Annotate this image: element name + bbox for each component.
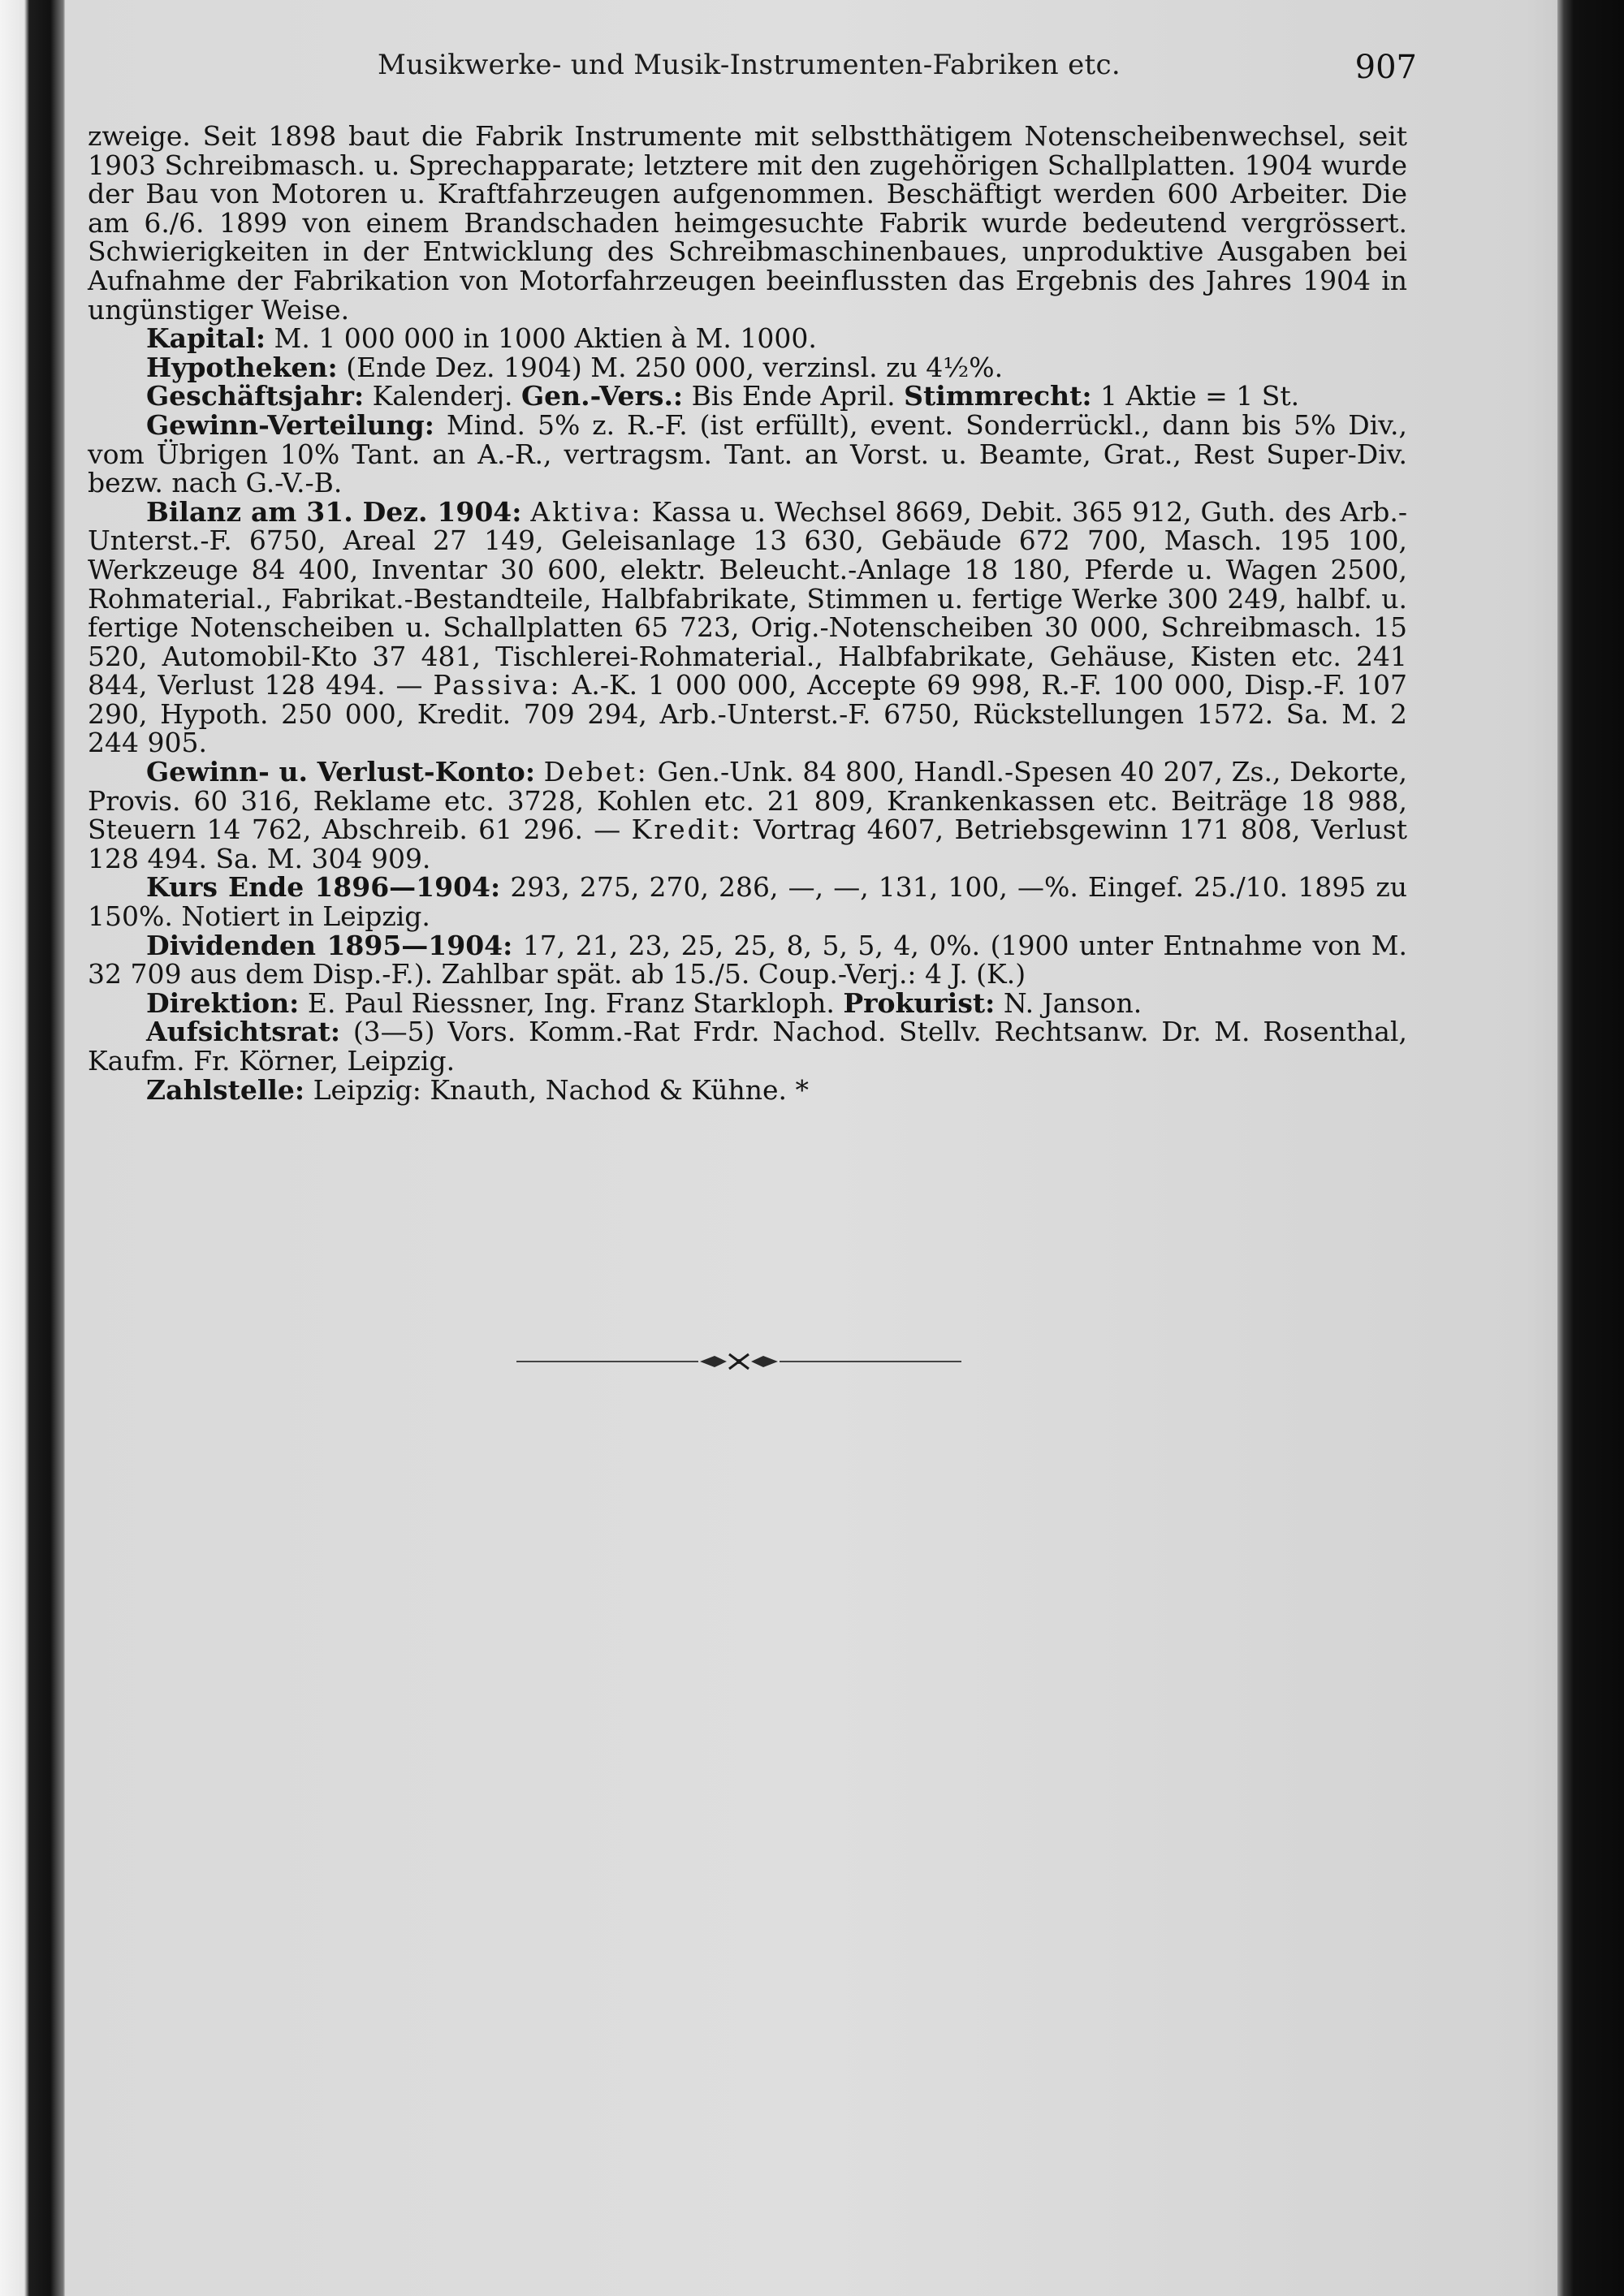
- kredit-label: Kredit:: [631, 814, 743, 846]
- gewinnverteilung-label: Gewinn-Verteilung:: [146, 408, 434, 441]
- divider-line-left: [516, 1361, 698, 1362]
- intro-paragraph: zweige. Seit 1898 baut die Fabrik Instrumente mit selbstthätigem Notenscheibenwechsel, seit 1903 Schreibmasch. u. Sprechapparate; letztere mit den zugehörigen Schallplatten. 1904 wurde der Bau von Motoren u. Kraftfahrzeugen aufgenommen. Beschäftigt werden 600 Arbeiter. Die am 6./6. 1899 von einem Brandschaden heimgesuchte Fabrik wurde bedeutend vergrössert. Schwierigkeiten in der Entwicklung des Schreibmaschinenbaues, unproduktive Ausgaben bei Aufnahme der Fabrikation von Motorfahrzeugen beeinflussten das Ergebnis des Jahres 1904 in ungünstiger Weise.: [88, 120, 1407, 326]
- genvers-text: Bis Ende April.: [691, 380, 896, 412]
- gewinnverteilung-entry: [88, 408, 1407, 499]
- debet-text: Gen.-Unk. 84 800, Handl.-Spesen 40 207, Zs., Dekorte, Provis. 60 316, Reklame etc. 3728, Kohlen etc. 21 809, Krankenkassen etc. Beiträge 18 988, Steuern 14 762, Abschreib. 61 296. —: [88, 756, 1408, 846]
- gewinnverteilung-text: Mind. 5% z. R.-F. (ist erfüllt), event. Sonderrückl., dann bis 5% Div., vom Übrigen 10% Tant. an A.-R., vertragsm. Tant. an Vorst. u. Beamte, Grat., Rest Super-Div. bezw. nach G.-V.-B.: [88, 408, 1407, 499]
- dividenden-entry: [88, 931, 1407, 989]
- passiva-label: Passiva:: [433, 669, 562, 701]
- running-title: Musikwerke- und Musik-Instrumenten-Fabriken etc.: [378, 49, 1121, 81]
- geschaeftsjahr-entry: [88, 382, 1407, 411]
- aufsichtsrat-text: (3—5) Vors. Komm.-Rat Frdr. Nachod. Stellv. Rechtsanw. Dr. M. Rosenthal, Kaufm. Fr. Körner, Leipzig.: [88, 1016, 1407, 1077]
- company-entry: [88, 122, 1407, 1104]
- direktion-text: E. Paul Riessner, Ing. Franz Starkloph.: [307, 986, 835, 1019]
- hypotheken-label: Hypotheken:: [146, 351, 338, 383]
- geschaeftsjahr-text: Kalenderj.: [372, 380, 513, 412]
- aktiva-text: Kassa u. Wechsel 8669, Debit. 365 912, Guth. des Arb.-Unterst.-F. 6750, Areal 27 149, Geleisanlage 13 630, Gebäude 672 700, Masch. 195 100, Werkzeuge 84 400, Inventar 30 600, elektr. Beleucht.-Anlage 18 180, Pferde u. Wagen 2500, Rohmaterial., Fabrikat.-Bestandteile, Halbfabrikate, Stimmen u. fertige Werke 300 249, halbf. u. fertige Notenscheiben u. Schallplatten 65 723, Orig.-Notenscheiben 30 000, Schreibmasch. 15 520, Automobil-Kto 37 481, Tischlerei-Rohmaterial., Halbfabrikate, Gehäuse, Kisten etc. 241 844, Verlust 128 494. —: [88, 495, 1407, 701]
- bilanz-entry: [88, 495, 1408, 759]
- prokurist-label: Prokurist:: [843, 986, 996, 1019]
- dividenden-label: Dividenden 1895—1904:: [146, 929, 513, 961]
- kurs-text: 293, 275, 270, 286, —, —, 131, 100, —%. Eingef. 25./10. 1895 zu 150%. Notiert in Leipzig.: [88, 871, 1407, 933]
- kapital-text: M. 1 000 000 in 1000 Aktien à M. 1000.: [274, 322, 817, 355]
- stimmrecht-label: Stimmrecht:: [904, 380, 1092, 412]
- kapital-label: Kapital:: [146, 322, 266, 355]
- divider-line-right: [780, 1361, 961, 1362]
- asterisk-mark: *: [795, 1073, 810, 1106]
- kurs-entry: [88, 871, 1407, 933]
- page-number: 907: [1354, 49, 1417, 86]
- aufsichtsrat-label: Aufsichtsrat:: [146, 1016, 341, 1048]
- section-divider: [516, 1349, 961, 1374]
- page-edge-shadow: [1557, 0, 1624, 2296]
- debet-label: Debet:: [543, 756, 649, 788]
- kredit-text: Vortrag 4607, Betriebsgewinn 171 808, Verlust 128 494. Sa. M. 304 909.: [88, 814, 1407, 874]
- kapital-entry: [88, 324, 1407, 353]
- direktion-label: Direktion:: [146, 986, 300, 1019]
- book-spine-shadow: [0, 0, 65, 2296]
- passiva-text: A.-K. 1 000 000, Accepte 69 998, R.-F. 100 000, Disp.-F. 107 290, Hypoth. 250 000, Kredit. 709 294, Arb.-Unterst.-F. 6750, Rückstellungen 1572. Sa. M. 2 244 905.: [88, 669, 1408, 759]
- aufsichtsrat-entry: [88, 1017, 1407, 1075]
- page-header: [97, 49, 1417, 97]
- geschaeftsjahr-label: Geschäftsjahr:: [146, 380, 365, 412]
- prokurist-text: N. Janson.: [1003, 986, 1142, 1019]
- genvers-label: Gen.-Vers.:: [520, 380, 684, 412]
- zahlstelle-entry: [88, 1073, 1407, 1106]
- bilanz-label: Bilanz am 31. Dez. 1904:: [146, 495, 522, 528]
- aktiva-label: Aktiva:: [530, 495, 643, 528]
- kurs-label: Kurs Ende 1896—1904:: [146, 871, 501, 904]
- stimmrecht-text: 1 Aktie = 1 St.: [1100, 380, 1300, 412]
- zahlstelle-text: Leipzig: Knauth, Nachod & Kühne.: [313, 1073, 788, 1106]
- hypotheken-text: (Ende Dez. 1904) M. 250 000, verzinsl. zu 4½%.: [346, 351, 1004, 383]
- dividenden-text: 17, 21, 23, 25, 25, 8, 5, 5, 4, 0%. (1900 unter Entnahme von M. 32 709 aus dem Disp.-F.). Zahlbar spät. ab 15./5. Coup.-Verj.: 4 J. (K.): [88, 929, 1407, 990]
- guv-label: Gewinn- u. Verlust-Konto:: [146, 756, 535, 788]
- hypotheken-entry: [88, 353, 1407, 382]
- guv-entry: [88, 757, 1407, 873]
- zahlstelle-label: Zahlstelle:: [146, 1073, 305, 1106]
- ornament-icon: [698, 1349, 780, 1374]
- direktion-entry: [88, 986, 1407, 1019]
